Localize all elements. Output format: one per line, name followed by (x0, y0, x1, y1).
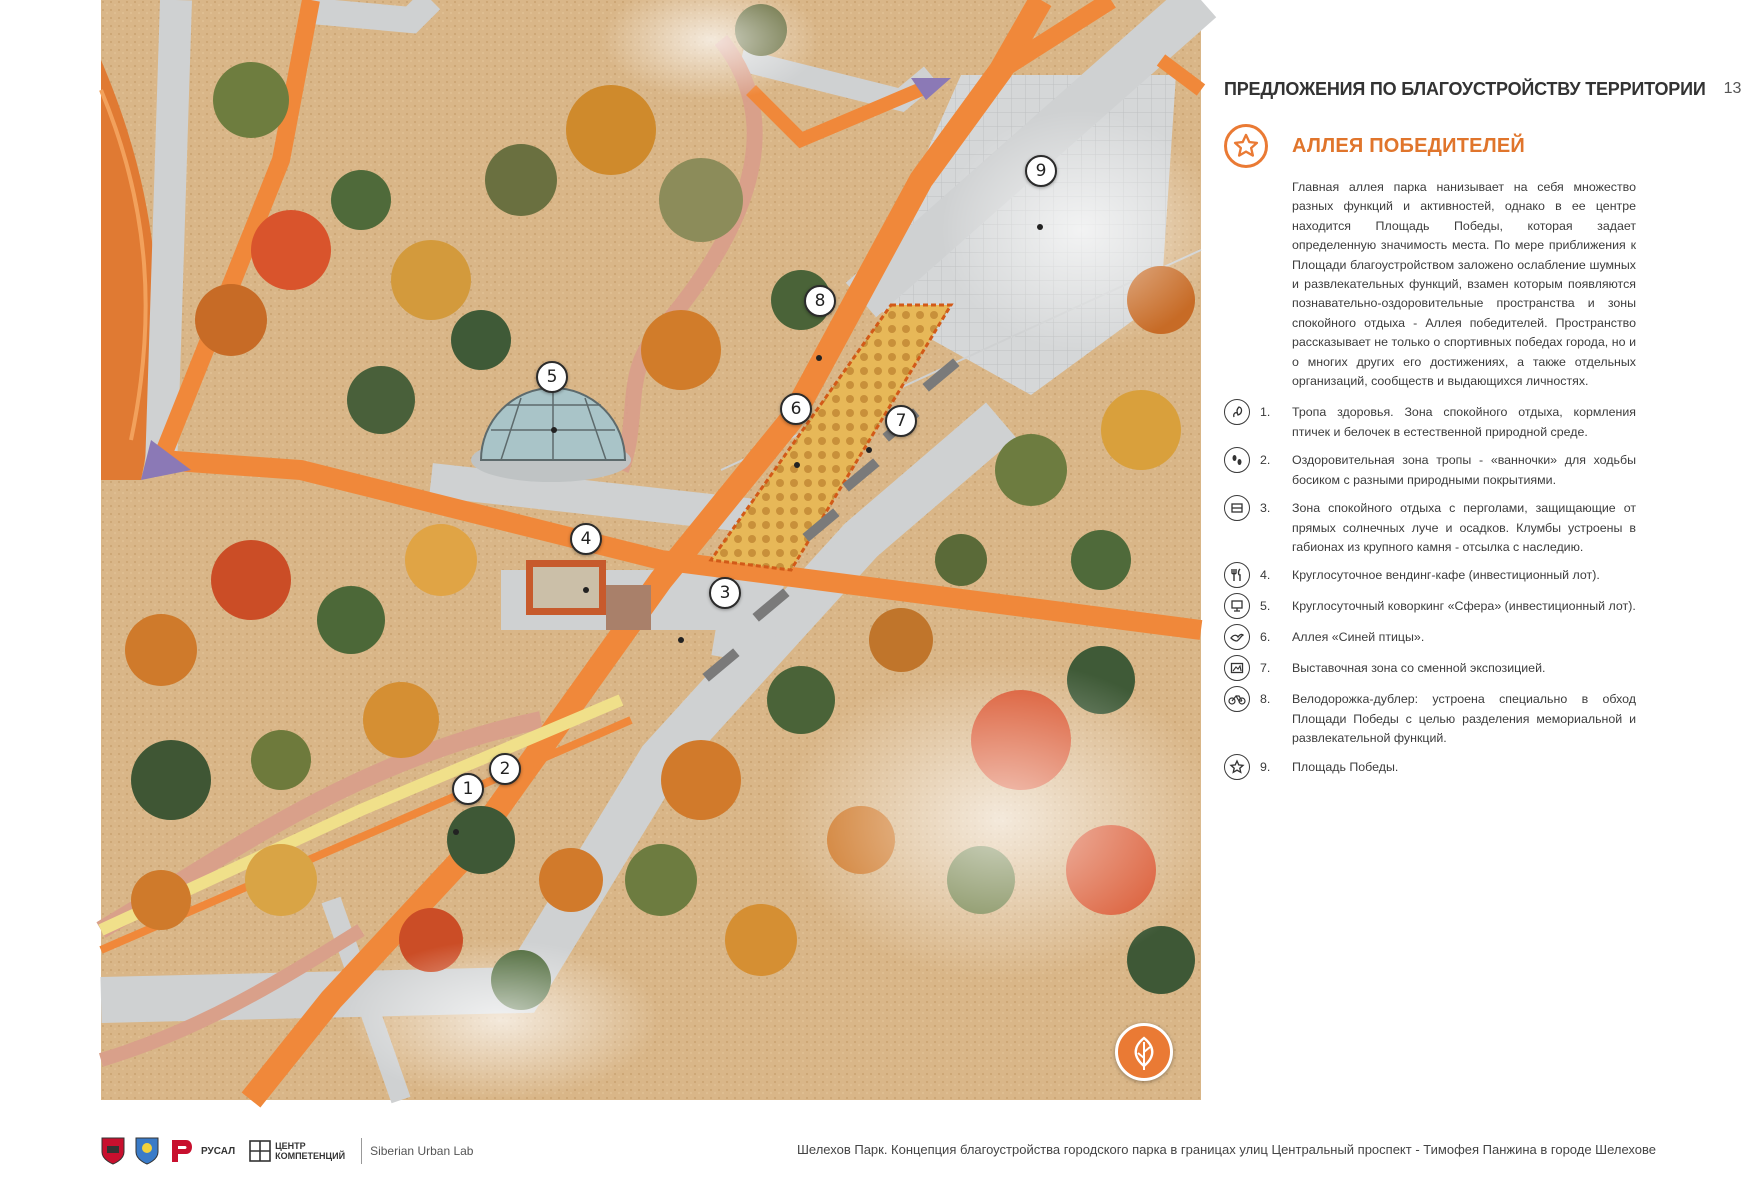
cutlery-icon (1224, 562, 1250, 588)
legend-item (1224, 597, 1636, 619)
star-icon (1224, 754, 1250, 780)
legend-text: Круглосуточный коворкинг «Сфера» (инвестиционный лот). (1292, 599, 1636, 614)
legend-text: Зона спокойного отдыха с перголами, защищающие от прямых солнечных луче и осадков. Клумбы устроены в габионах из крупного камня - отсылка с наследию. (1292, 501, 1636, 554)
legend-item (1224, 499, 1636, 557)
legend-text: Выставочная зона со сменной экспозицией. (1292, 661, 1546, 676)
rusal-logo (168, 1136, 235, 1166)
legend-text: Велодорожка-дублер: устроена специально в обход Площади Победы с целью разделения мемориальной и развлекательной функций. (1292, 692, 1636, 746)
page-header (1224, 78, 1741, 100)
legend-item (1224, 659, 1636, 681)
irkutsk-coat-of-arms-logo (100, 1136, 126, 1166)
bird-icon (1224, 624, 1250, 650)
legend-text: Тропа здоровья. Зона спокойного отдыха, кормления птичек и белочек в естественной природной среде. (1292, 405, 1636, 439)
legend-item (1224, 403, 1636, 442)
competence-center-logo (249, 1136, 345, 1166)
section-heading (1224, 124, 1636, 168)
map-marker-1: 1 (452, 773, 484, 805)
legend-number: 5. (1260, 599, 1271, 614)
squirrel-icon (1224, 399, 1250, 425)
map-marker-2: 2 (489, 753, 521, 785)
legend-text: Площадь Победы. (1292, 759, 1399, 774)
legend-item (1224, 628, 1636, 650)
legend-item (1224, 690, 1636, 748)
legend-number: 3. (1260, 501, 1271, 516)
legend-item (1224, 758, 1636, 780)
section-title: АЛЛЕЯ ПОБЕДИТЕЛЕЙ (1292, 134, 1525, 157)
legend-number: 1. (1260, 405, 1271, 420)
map-marker-7: 7 (885, 405, 917, 437)
section-intro: Главная аллея парка нанизывает на себя множество разных функций и активностей, однако в ее центре находится Площадь Победы, которая задает определенную значимость места. По мере приближения к Площади благоустройством заложено ослабление шумных и развлекательных функций, взамен которым появляются познавательно-оздоровительные пространства и зоны спокойного отдыха - Аллея победителей. Пространство рассказывает не только о спортивных победах города, но и о многих других его достижениях, а также отдельных организаций, сообществ и выдающихся личностях. (1292, 180, 1636, 389)
legend-item (1224, 451, 1636, 490)
legend-text: Аллея «Синей птицы». (1292, 630, 1425, 645)
shelekhov-coat-of-arms-logo (134, 1136, 160, 1166)
legend-number: 2. (1260, 453, 1271, 468)
legend-number: 7. (1260, 661, 1271, 676)
map-marker-9: 9 (1025, 155, 1057, 187)
footer-caption: Шелехов Парк. Концепция благоустройства городского парка в границах улиц Центральный проспект - Тимофея Панжина в городе Шелехове (797, 1142, 1656, 1157)
bench-icon (1224, 495, 1250, 521)
legend-text: Оздоровительная зона тропы - «ванночки» для ходьбы босиком с разными природными покрытиями. (1292, 453, 1636, 487)
legend-number: 4. (1260, 568, 1271, 583)
legend-list (1224, 403, 1636, 779)
coworking-icon (1224, 593, 1250, 619)
legend-number: 8. (1260, 692, 1271, 707)
map-marker-6: 6 (780, 393, 812, 425)
legend-number: 6. (1260, 630, 1271, 645)
footprints-icon (1224, 447, 1250, 473)
legend-number: 9. (1260, 759, 1271, 774)
rusal-wordmark: РУСАЛ (201, 1145, 236, 1157)
page-number: 13 (1723, 80, 1741, 97)
competence-center-line1: ЦЕНТР (275, 1141, 306, 1151)
leaf-icon (1115, 1023, 1173, 1081)
map-marker-5: 5 (536, 361, 568, 393)
competence-center-line2: КОМПЕТЕНЦИЙ (275, 1151, 346, 1161)
siberian-urban-lab-logo (361, 1136, 473, 1166)
map-marker-8: 8 (804, 285, 836, 317)
map-marker-4: 4 (570, 523, 602, 555)
bicycle-icon (1224, 686, 1250, 712)
siberian-urban-lab-wordmark: Siberian Urban Lab (370, 1144, 474, 1158)
legend-text: Круглосуточное вендинг-кафе (инвестиционный лот). (1292, 568, 1600, 583)
description-panel (1224, 78, 1741, 789)
logo-divider (361, 1138, 362, 1164)
map-marker-3: 3 (709, 577, 741, 609)
site-plan-map (101, 0, 1201, 1100)
star-icon (1224, 124, 1268, 168)
gallery-icon (1224, 655, 1250, 681)
partner-logos (100, 1134, 473, 1168)
page-title: ПРЕДЛОЖЕНИЯ ПО БЛАГОУСТРОЙСТВУ ТЕРРИТОРИИ (1224, 78, 1706, 99)
legend-item (1224, 566, 1636, 588)
